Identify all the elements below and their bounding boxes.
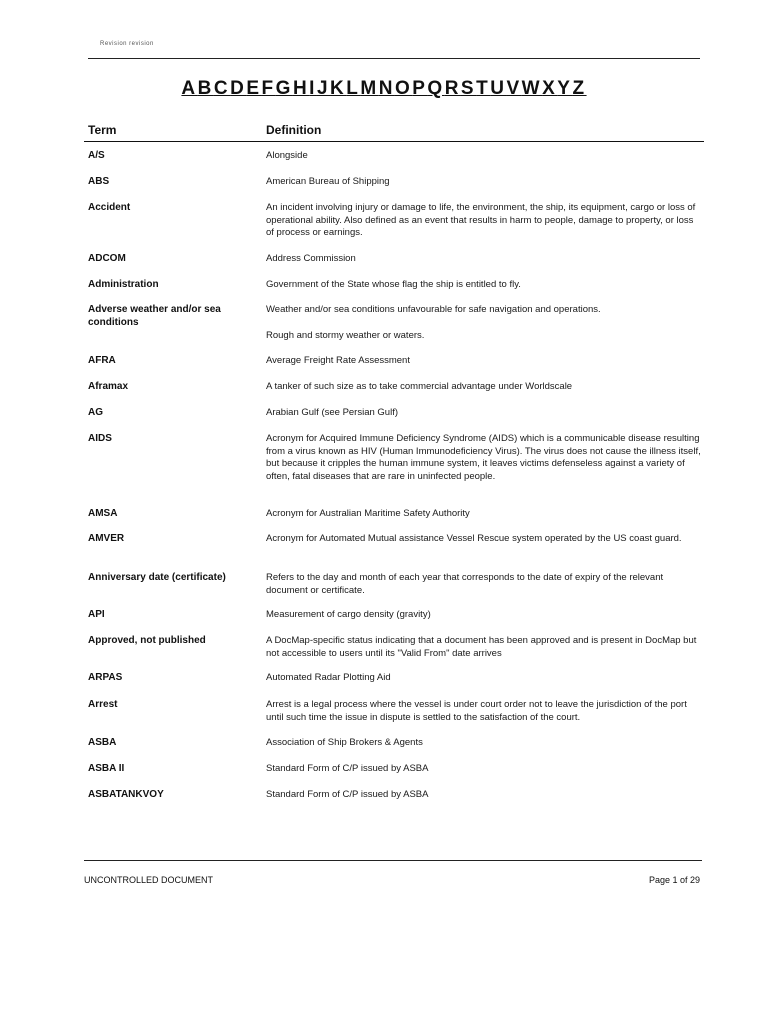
alphabet-link-y[interactable]: Y bbox=[557, 78, 573, 99]
glossary-definition: Rough and stormy weather or waters. bbox=[266, 330, 425, 341]
glossary-term: API bbox=[88, 609, 105, 620]
glossary-definition: A DocMap-specific status indicating that a document has been approved and is present in DocMap but not accessible to users until its "Valid From" date arrives bbox=[266, 635, 697, 659]
page-number: Page 1 of 29 bbox=[648, 875, 700, 885]
glossary-definition: Standard Form of C/P issued by ASBA bbox=[266, 763, 429, 774]
alphabet-link-j[interactable]: J bbox=[316, 78, 331, 99]
alphabet-link-z[interactable]: Z bbox=[572, 78, 587, 99]
glossary-term: Accident bbox=[88, 202, 131, 213]
glossary-definition: Acronym for Acquired Immune Deficiency Syndrome (AIDS) which is a communicable disease resulting from a virus known as HIV (Human Immunodeficiency Virus). The virus does not cause the illness itself, but because it cripples the human immune system, it leaves victims defenseless against a variety of often, fatal diseases that are rare in uninfected people. bbox=[266, 433, 701, 482]
glossary-term: Aframax bbox=[88, 381, 129, 392]
alphabet-link-c[interactable]: C bbox=[213, 78, 231, 99]
glossary-term: ASBATANKVOY bbox=[88, 789, 164, 800]
footer-status: UNCONTROLLED DOCUMENT bbox=[84, 875, 214, 885]
glossary-definition: Standard Form of C/P issued by ASBA bbox=[266, 789, 429, 800]
alphabet-link-v[interactable]: V bbox=[506, 78, 522, 99]
definition-column-header: Definition bbox=[266, 123, 322, 137]
alphabet-link-d[interactable]: D bbox=[230, 78, 247, 99]
glossary-term: AMVER bbox=[88, 533, 125, 544]
alphabet-link-k[interactable]: K bbox=[330, 78, 347, 99]
alphabet-link-p[interactable]: P bbox=[412, 78, 428, 99]
alphabet-link-r[interactable]: R bbox=[444, 78, 461, 99]
alphabet-link-a[interactable]: A bbox=[181, 78, 198, 99]
footer-divider bbox=[84, 860, 702, 861]
term-column-header: Term bbox=[88, 123, 117, 137]
glossary-definition: Address Commission bbox=[266, 253, 356, 264]
glossary-term: ARPAS bbox=[88, 672, 123, 683]
alphabet-index bbox=[0, 78, 768, 100]
glossary-term: ADCOM bbox=[88, 253, 126, 264]
alphabet-link-l[interactable]: L bbox=[346, 78, 361, 99]
alphabet-link-n[interactable]: N bbox=[378, 78, 395, 99]
glossary-definition: Automated Radar Plotting Aid bbox=[266, 672, 391, 683]
alphabet-link-f[interactable]: F bbox=[261, 78, 276, 99]
glossary-definition: Arabian Gulf (see Persian Gulf) bbox=[266, 407, 399, 418]
glossary-term: Approved, not published bbox=[88, 635, 206, 646]
glossary-term: Anniversary date (certificate) bbox=[88, 572, 226, 583]
glossary-term: Adverse weather and/or sea conditions bbox=[88, 304, 221, 328]
glossary-term: AFRA bbox=[88, 355, 116, 366]
alphabet-link-u[interactable]: U bbox=[490, 78, 507, 99]
alphabet-link-w[interactable]: W bbox=[521, 78, 543, 99]
glossary-definition: Weather and/or sea conditions unfavourable for safe navigation and operations. bbox=[266, 304, 601, 315]
alphabet-link-g[interactable]: G bbox=[275, 78, 293, 99]
glossary-definition: American Bureau of Shipping bbox=[266, 176, 390, 187]
top-divider bbox=[88, 58, 700, 59]
alphabet-link-b[interactable]: B bbox=[197, 78, 214, 99]
alphabet-link-t[interactable]: T bbox=[476, 78, 491, 99]
alphabet-link-h[interactable]: H bbox=[292, 78, 310, 99]
glossary-term: AG bbox=[88, 407, 103, 418]
alphabet-link-x[interactable]: X bbox=[542, 78, 558, 99]
alphabet-link-o[interactable]: O bbox=[394, 78, 413, 99]
alphabet-link-m[interactable]: M bbox=[360, 78, 379, 99]
glossary-definition: An incident involving injury or damage to life, the environment, the ship, its equipment, cargo or loss of operational ability. Also defined as an event that results in harm to people, damage to property, or loss of process or earnings. bbox=[266, 202, 696, 238]
alphabet-link-q[interactable]: Q bbox=[427, 78, 445, 99]
glossary-term: Arrest bbox=[88, 699, 118, 710]
glossary-definition: Acronym for Automated Mutual assistance Vessel Rescue system operated by the US coast guard. bbox=[266, 533, 682, 544]
alphabet-link-e[interactable]: E bbox=[246, 78, 262, 99]
glossary-term: ABS bbox=[88, 176, 110, 187]
glossary-definition: Alongside bbox=[266, 150, 308, 161]
glossary-definition: Acronym for Australian Maritime Safety Authority bbox=[266, 508, 470, 519]
glossary-definition: Association of Ship Brokers & Agents bbox=[266, 737, 423, 748]
glossary-definition: Average Freight Rate Assessment bbox=[266, 355, 410, 366]
header-divider bbox=[84, 141, 704, 142]
alphabet-link-s[interactable]: S bbox=[460, 78, 477, 99]
glossary-term: ASBA bbox=[88, 737, 117, 748]
glossary-definition: Refers to the day and month of each year that corresponds to the date of expiry of the relevant document or certificate. bbox=[266, 572, 664, 596]
alphabet-link-i[interactable]: I bbox=[309, 78, 317, 99]
glossary-definition: Government of the State whose flag the ship is entitled to fly. bbox=[266, 279, 521, 290]
glossary-term: ASBA II bbox=[88, 763, 125, 774]
glossary-term: A/S bbox=[88, 150, 105, 161]
glossary-term: AIDS bbox=[88, 433, 112, 444]
glossary-definition: Measurement of cargo density (gravity) bbox=[266, 609, 431, 620]
glossary-term: Administration bbox=[88, 279, 159, 290]
glossary-term: AMSA bbox=[88, 508, 118, 519]
glossary-definition: Arrest is a legal process where the vessel is under court order not to leave the jurisdiction of the port until such time the issue in dispute is settled to the satisfaction of the court. bbox=[266, 699, 687, 723]
glossary-definition: A tanker of such size as to take commercial advantage under Worldscale bbox=[266, 381, 573, 392]
header-scribble: Revision revision bbox=[100, 41, 154, 47]
